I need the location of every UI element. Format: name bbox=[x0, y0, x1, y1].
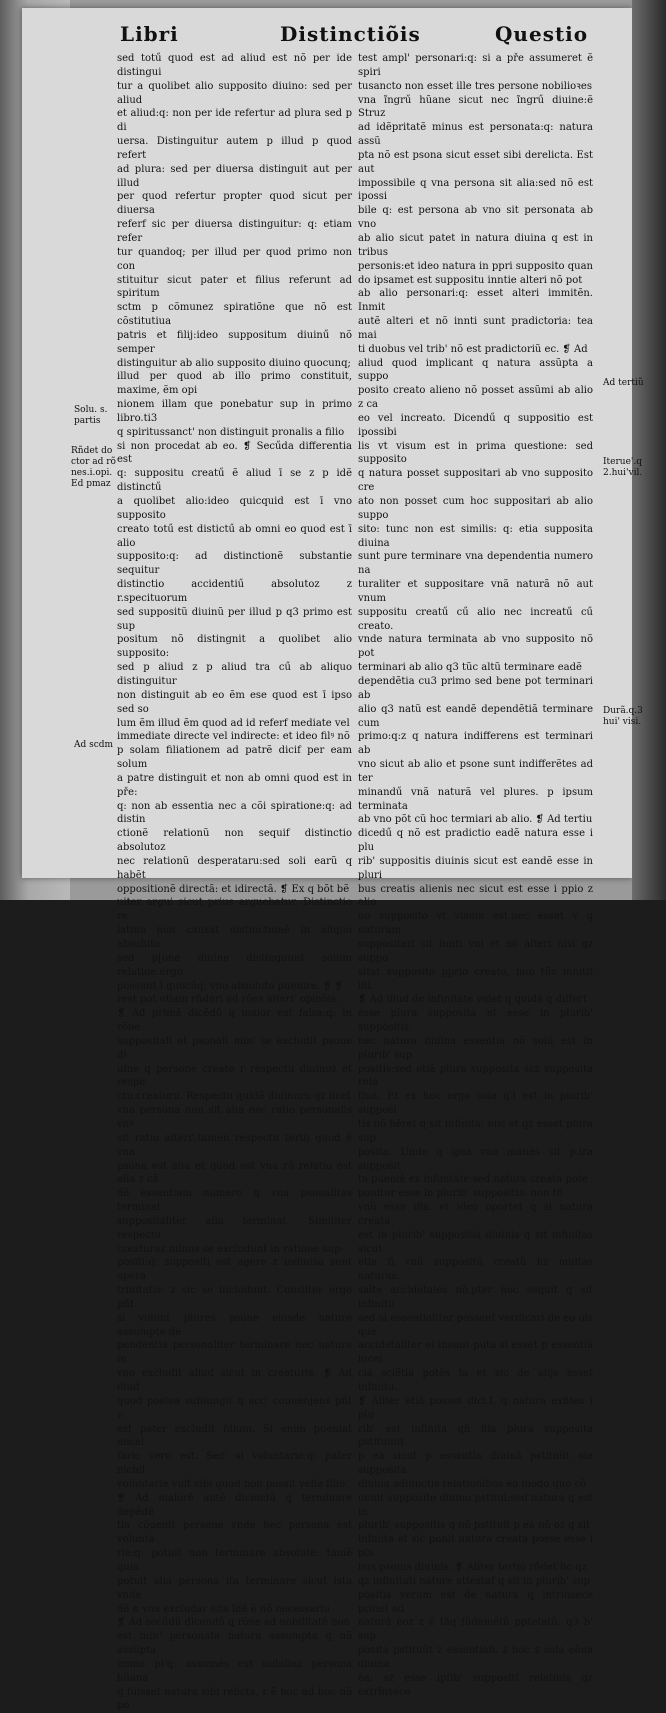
text-line: patris et filij:ideo suppositum diuinű nõ semper bbox=[117, 329, 352, 355]
text-line: per quod refertur propter quod sicut per diuersa bbox=[117, 191, 352, 217]
text-line: ponitur esse in plurib' suppositis: non tñ bbox=[358, 1188, 564, 1200]
text-line: lum ẽm illud ẽm quod ad id referf mediate vel bbox=[117, 717, 350, 729]
text-line: q spiritussanct' non distinguit pronalis a filio bbox=[117, 426, 345, 438]
text-line: personis:et ideo natura in ppri supposito quan bbox=[358, 260, 593, 272]
text-line: est pater excludit filium. Si enim pueniat necel bbox=[117, 1423, 352, 1449]
text-line: tur quandoq; per illud per quod primo non con bbox=[117, 246, 352, 272]
text-line: p solam filiationem ad patrẽ dicif per eam solum bbox=[117, 745, 352, 771]
text-line: creaturaz minus se excludunt in ratione sup- bbox=[117, 1243, 344, 1255]
text-line: ❡ Ad maiorẽ autẽ dicendű q terminare depẽdẽ bbox=[117, 1492, 352, 1518]
text-line: voluntarie vult sibi quod non possit velle filio. bbox=[117, 1478, 349, 1490]
text-line: q natura posset suppositari ab vno supposito cre bbox=[358, 468, 593, 494]
text-line: ẽa: sz esse ipſib' suppositĩ relatiuis qz extrĩnsece bbox=[358, 1672, 593, 1698]
text-line: psona est alia et quod est vna rō relatio est alia z cã bbox=[117, 1160, 352, 1186]
text-line: vno excludit aliud sicut in creaturis. ❡ Ad illud bbox=[117, 1368, 352, 1393]
text-line: bus psonis diuinis. ❡ Aliter tertio rñdet lic qz bbox=[358, 1561, 587, 1573]
text-line: positis verum est de natura q intrinsece prinet ad bbox=[358, 1589, 593, 1615]
text-line: immediate directe vel indirecte: et ideo filꝰ nõ bbox=[117, 731, 350, 743]
text-line: sitat supposito pprio creato, imo tũc innitif illi. bbox=[358, 966, 593, 992]
text-line: ab vno põt cũ hoc termiari ab alio. ❡ Ad tertiu bbox=[358, 814, 593, 826]
text-line: a quolibet alio:ideo quicquid est ī vno supposito bbox=[117, 496, 352, 521]
text-line: ab alio personari:q: esset alteri immitẽn. Inmit bbox=[358, 288, 593, 314]
text-line: accidetaliter ei insunt puta si esset p essentiã lucei bbox=[358, 1340, 593, 1366]
margin-note-risdet: Rñdet do ctor ad rõ nes.i.opi. Ed pmaz bbox=[71, 446, 116, 489]
text-line: etia ſi vnũ suppositũ creatũ hz multas naturas: bbox=[358, 1257, 593, 1283]
text-line: q: suppositu creatű ẽ aliud ī se z p idẽ distinctű bbox=[117, 468, 352, 494]
text-line: dependẽtia cu3 primo sed bene pot terminari ab bbox=[358, 675, 593, 701]
margin-note-ad-secund: Ad scdm bbox=[74, 740, 114, 750]
text-line: bus creatis alienis nec sicut est esse i ppio z alio bbox=[358, 883, 593, 909]
margin-note-ad-tertiu: Ad tertiũ bbox=[603, 378, 644, 388]
scan-background-right bbox=[632, 0, 666, 900]
text-line: referf sic per diuersa distinguitur: q: etiam refer bbox=[117, 219, 352, 244]
text-line: nec natura diuina essentia nõ solũ est in plurib' sup bbox=[358, 1035, 593, 1061]
text-line: pendentia personaliter terminare nec natura in bbox=[117, 1340, 352, 1366]
text-line: alio q3 natũ est eandẽ dependẽtiã terminare cum bbox=[358, 703, 593, 729]
text-line: sed p aliud z p aliud tra cű ab aliquo distinguitur bbox=[117, 662, 352, 687]
text-line: dẽ essentiam numero q vna psonalitas terminat bbox=[117, 1188, 352, 1214]
margin-note-dura: Durã.q.3 hui' visi. bbox=[603, 706, 643, 727]
text-line: sed totű quod est ad aliud est nõ per ide distingui bbox=[117, 53, 352, 78]
text-line: sit ratio alteri',tamen respectu tertij quod ẽ vna bbox=[117, 1132, 352, 1158]
text-line: stituitur sicut pater et filius referunt ad spiritum bbox=[117, 274, 352, 300]
text-line: impossibile q vna persona sit alia:sed nõ est ipossi bbox=[358, 177, 593, 203]
text-line: illud per quod ab illo primo constituit, maxime, ẽm opi bbox=[117, 371, 352, 397]
text-line: pta nõ est psona sicut esset sibi derelicta. Est aut bbox=[358, 149, 593, 175]
text-line: rib' est infinita qñ illa plura supposita pstituunt bbox=[358, 1423, 593, 1449]
left-text-column bbox=[117, 52, 352, 1713]
text-line: ctu creatoru. Respectu quidẽ diuinoru qz licet bbox=[117, 1091, 351, 1103]
text-line: possunt i quocűq; vno absoluto puenire. ❡ ❡ bbox=[117, 980, 344, 992]
text-line: no supposito vt visum est.nec esset v q naturam bbox=[358, 911, 593, 937]
text-line: primo:q:z q natura indifferens est terminari ab bbox=[358, 731, 593, 757]
text-line: sed suppositũ diuinũ per illud p q3 primo est sup bbox=[117, 606, 352, 632]
text-line: positi:q: suppositi est agere z indiuisa sunt opera bbox=[117, 1257, 352, 1283]
text-line: est min' personata natura assumpta q nõ assũpta bbox=[117, 1631, 352, 1657]
text-line: lis vt visum est in prima questione: sed supposito bbox=[358, 440, 593, 466]
text-line: tis nõ hẽret q sit infinita: nisi et qz esset plura sup bbox=[358, 1118, 593, 1144]
text-line: plurib' suppositis q nõ pstituit p ea nõ oz q sit bbox=[358, 1520, 591, 1532]
text-line: posita. Unde q ipsa vna manẽs sit p.ira supposit bbox=[358, 1146, 593, 1172]
text-line: cia sciẽtia potẽs ta et sic de alijs esset infinitu. bbox=[358, 1368, 593, 1393]
text-line: potuit alia persona ita terminare sicut ista vnde bbox=[117, 1575, 352, 1601]
text-line: posito creato alieno nõ posset assũmi ab alio z ca bbox=[358, 385, 593, 411]
text-line: suppositari sit innti vni et nõ alteri nisi qz suppo bbox=[358, 939, 593, 964]
text-line: naturã eoz z ẽ tãq fũdamẽtũ pptetatũ: q3 b' sup bbox=[358, 1617, 593, 1643]
text-line: ctionẽ relationũ non sequif distinctio absolutoz bbox=[117, 828, 352, 854]
text-line: rib' suppositis diuinis sicut est eandẽ esse in pluri bbox=[358, 855, 593, 881]
text-line: vna ĩngrű hũane sicut nec ĩngrű diuine:ẽ Struz bbox=[358, 94, 593, 120]
text-line: ❡ Ad secűdũ dicendű q rõne ad nobilitatẽ non bbox=[117, 1617, 350, 1629]
text-line: aliud quod implicant q natura assũpta a suppo bbox=[358, 357, 593, 383]
text-line: si volunt plures psone eiusde nature assumpte de bbox=[117, 1312, 352, 1338]
text-line: q fuisset natura sibi relicta, r ẽ hoc ad hoc nõ po bbox=[117, 1686, 352, 1712]
text-line: suppositali et psonali min' se excludit psone di bbox=[117, 1035, 352, 1061]
text-line: infinita et sic ponit natura creata posse esse i plu bbox=[358, 1534, 593, 1560]
text-line: sed si essentialiter possent verificari de eo ois que bbox=[358, 1312, 593, 1338]
text-line: oppositionẽ directã: et idirectã. ❡ Ex q bõt bẽ bbox=[117, 883, 350, 895]
text-line: sctm p cõmunez spiratiõne que nõ est cõstitutiua bbox=[117, 302, 352, 328]
margin-note-iterue: Iterue'.q 2.hui'vil. bbox=[603, 457, 643, 478]
text-line: tia cõuenit persone vnde hec persona est volunta bbox=[117, 1520, 352, 1546]
text-line: tiua. Et ex hoc ergo sola q3 est in plurib' supposi bbox=[358, 1091, 593, 1117]
text-line: fario veru est. Sec' si voluntarie:q: pater nichil bbox=[117, 1451, 352, 1477]
text-line: rest pot etiam rñderi ad rões alteri' opinõis. bbox=[117, 994, 340, 1006]
text-line: eo vel increato. Dicendű q suppositio est ipossibi bbox=[358, 412, 593, 438]
text-line: ad plura: sed per diuersa distinguit aut per illud bbox=[117, 163, 352, 189]
text-line: ❡ Ad primã dicẽdű q maior est falsa:q: in rõne bbox=[117, 1008, 352, 1034]
text-line: sito: tunc non est similis: q: etia supposita diuina bbox=[358, 523, 593, 549]
text-line: uine q persone create r respectu diuinoz et respe bbox=[117, 1063, 352, 1089]
text-line: ad idẽpritatẽ minus est personata:q: natura assũ bbox=[358, 122, 593, 148]
text-line: distinguitur ab alio supposito diuino quocunq; bbox=[117, 357, 351, 369]
header-left: Libri bbox=[120, 22, 179, 46]
text-line: diuina adiunctis relationibus eo modo quo cõ bbox=[358, 1478, 587, 1490]
text-line: a patre distinguit et non ab omni quod est in pře: bbox=[117, 772, 352, 798]
text-line: tur a quolibet alio supposito diuino: sed per aliud bbox=[117, 80, 352, 106]
text-line: sunt pure terminare vna dependentia numero na bbox=[358, 551, 593, 577]
running-header bbox=[120, 22, 589, 52]
text-line: posita pstituũt z essentiali. z hoc z sola eẽna diuina bbox=[358, 1645, 593, 1670]
text-line: si non procedat ab eo. ❡ Secűda differentia est bbox=[117, 440, 352, 466]
text-line: et aliud:q: non per ide refertur ad plura sed p di bbox=[117, 108, 352, 134]
text-line: nec relationũ desperataru:sed soli earũ q habẽt bbox=[117, 855, 352, 881]
text-line: autẽ alteri et nõ innti sunt pradictoria: tea mai bbox=[358, 316, 593, 341]
text-line: trinitatis: z sic se includunt. Consilter ergo pñt bbox=[117, 1285, 352, 1310]
text-line: distinctio accidentiű absolutoz z r.specituorum bbox=[117, 579, 352, 604]
text-line: ❡ Aliter etiã posset dici.f. q natura exñtes i plu bbox=[358, 1395, 593, 1421]
text-line: bile q: est persona ab vno sit personata ab vno bbox=[358, 205, 593, 231]
text-line: ta pueniẽ ex infinitate:sed natura creata pote bbox=[358, 1174, 588, 1186]
text-line: sed p[one diuine distinguunt solum relatiue.ergo bbox=[117, 952, 352, 978]
text-line: positis:sed etiã plura supposita scz supposita rela bbox=[358, 1063, 593, 1089]
text-line: ab alio sicut patet in natura diuina q est in tribus bbox=[358, 232, 593, 258]
text-line: est in plurib' suppositis diuinis q sit infinitas sicut bbox=[358, 1229, 593, 1255]
text-line: nionem illam que ponebatur sup in primo libro.ti3 bbox=[117, 399, 352, 424]
text-line: do ipsamet est suppositu inntie alteri nõ pot bbox=[358, 274, 583, 286]
text-line: suppositu creatű cű alio nec increatű cű creato. bbox=[358, 606, 593, 632]
text-line: tusancto non esset ille tres persone nobilioꝛes bbox=[358, 80, 592, 92]
text-line: terminari ab alio q3 tũc altũ terminare eadẽ bbox=[358, 662, 582, 674]
text-line: vno sicut ab alio et psone sunt indifferẽtes ad ter bbox=[358, 759, 593, 784]
text-line: uenit supposito diuino pstitui:sed natura q est in bbox=[358, 1492, 593, 1518]
header-middle: Distinctiõis bbox=[280, 22, 421, 46]
margin-note-solu: Solu. s. partis bbox=[74, 405, 108, 426]
text-line: suppositaliter alia terminat. Similiter respectu bbox=[117, 1215, 352, 1241]
text-line: vna persona non sit alia nec ratio personalis vnꝰ bbox=[117, 1105, 352, 1130]
text-line: creato totű est distictű ab omni eo quod est ī alio bbox=[117, 523, 352, 549]
text-line: salte accidetales nõ,pter hoc sequit q sit infinitu bbox=[358, 1285, 593, 1310]
text-line: ❡ Ad illud de infinitate videt q quidã q differt bbox=[358, 994, 588, 1006]
right-text-column bbox=[358, 52, 593, 1699]
text-line: rie:q: potuit non terminare absolute: tamẽ quia bbox=[117, 1548, 352, 1573]
text-line: uiter argui sicut prius arguebatur. Distinctio re bbox=[117, 897, 352, 923]
header-right: Questio bbox=[495, 22, 589, 46]
text-line: qz infinitati nature attestaf q sit in plurib' sup bbox=[358, 1575, 591, 1587]
text-line: minandű vnã naturã vel plures. p ipsum terminata bbox=[358, 786, 593, 812]
text-line: immo pl'q: assumẽs est nobilioz persona hũana bbox=[117, 1658, 352, 1684]
text-line: positum nõ distingnit a quolibet alio supposito: bbox=[117, 634, 352, 660]
text-line: turaliter et suppositare vnã naturã nõ aut vnum bbox=[358, 579, 593, 604]
text-line: test ampl' personari:q: si a pře assumeret ẽ spiri bbox=[358, 53, 593, 78]
text-line: ato non posset cum hoc suppositari ab alio suppo bbox=[358, 496, 593, 521]
text-line: latiua non causat distinctionẽ in aliquo absoluto bbox=[117, 925, 352, 950]
text-line: dẽ n vna excludar ista ĩdẽ ẽ nõ necessariu bbox=[117, 1603, 330, 1615]
text-line: p ea sicut p essentia diuinã pstituũt ola supposita bbox=[358, 1451, 593, 1477]
text-line: uersa. Distinguitur autem p illud p quod refert bbox=[117, 136, 352, 161]
text-line: quod postea subiungit q acc' conuenjens pñt v: bbox=[117, 1395, 352, 1421]
text-line: esse plura supposita et esse in plurib' suppositis. bbox=[358, 1008, 593, 1034]
text-line: dicedű q nõ est pradictio eadẽ natura esse i plu bbox=[358, 828, 593, 854]
text-line: vnde natura terminata ab vno supposito nõ pot bbox=[358, 634, 593, 660]
text-line: supposito:q: ad distinctionẽ substantie sequitur bbox=[117, 551, 352, 577]
text-line: non distinguit ab eo ẽm ese quod est ī ipso sed so bbox=[117, 689, 352, 715]
text-line: vnũ esse illa. et ideo oportet q si natura creata bbox=[358, 1202, 593, 1227]
text-line: q: non ab essentia nec a cõi spiratione:q: ad distin bbox=[117, 800, 352, 826]
text-line: ti duobus vel trib' nõ est pradictoriũ ec. ❡ Ad bbox=[358, 343, 588, 355]
